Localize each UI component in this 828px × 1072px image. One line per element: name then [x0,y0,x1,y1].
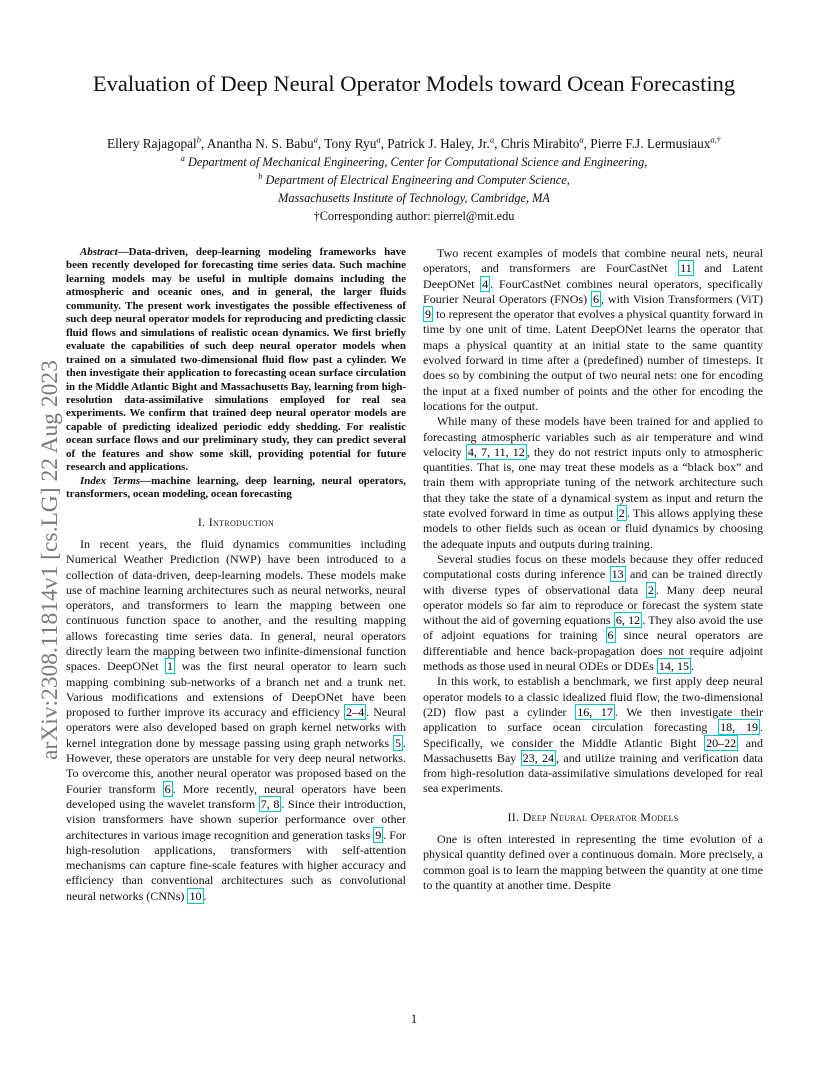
arxiv-id: arXiv:2308.11814v1 [cs.LG] 22 Aug 2023 [37,360,63,760]
citation-link[interactable]: 4, 7, 11, 12 [467,444,525,459]
intro-paragraph: In recent years, the fluid dynamics communities including Numerical Weather Prediction (NWP) have been introduced to a collection of data-driven, deep-learning models. These models make use of machine learning architectures such as neural networks, neural operators, and transformers to learn the mapping between one continuous function space to another, and the resulting mapping allows forecasting time series data. In general, neural operators directly learn the mapping between two infinite-dimensional function spaces. DeepONet 1 was the first neural operator to learn such mapping combining sub-networks of a branch net and a trunk net. Various modifications and extensions of DeepONet have been proposed to further improve its accuracy and efficiency 2–4 . Neural operators were also developed based on graph kernel networks with kernel integration done by message passing using graph networks 5 . However, these operators are unstable for very deep neural networks. To overcome this, another neural operator was proposed based on the Fourier transform 6 . More recently, neural operators have been developed using the wavelet transform 7, 8 . Since their introduction, vision transformers have shown superior performance over other architectures in various image recognition and generation tasks 9 . For high-resolution applications, transformers with self-attention mechanisms can capture fine-scale features with higher accuracy and efficiency than conventional architectures such as convolutional neural networks (CNNs) 10 . [66,536,407,903]
paragraph: Several studies focus on these models because they offer reduced computational costs during inference 13 and can be trained directly with diverse types of observational data 2 . Many deep neural operator models so far aim to reproduce or forecast the system state without the aid of governing equations 6, 12 . They also avoid the use of adjoint equations for training 6 since neural operators are differentiable and hence back-propagation does not require adjoint methods as those used in neural ODEs or DDEs 14, 15 . [423,551,764,674]
citation-link[interactable]: 14, 15 [658,659,689,674]
corresponding-author: †Corresponding author: pierrel@mit.edu [313,209,515,223]
paper-title: Evaluation of Deep Neural Operator Models toward Ocean Forecasting [92,71,736,96]
citation-link[interactable]: 10 [189,888,202,903]
citation-link[interactable]: 6 [592,291,599,306]
left-column [66,246,406,904]
citation-link[interactable]: 2 [618,506,625,521]
citation-link[interactable]: 2–4 [346,705,365,720]
paragraph: In this work, to establish a benchmark, we first apply deep neural operator models to a classic idealized fluid flow, the two-dimensional (2D) flow past a cylinder 16, 17 . We then investigate their application to surface ocean circulation forecasting 18, 19 . Specifically, we consider the Middle Atlantic Bight 20–22 and Massachusetts Bay 23, 24 , and utilize training and verification data from high-resolution data-assimilative simulations developed for real sea experiments. [423,674,764,796]
affiliation-a: $^a$ Department of Mechanical Engineering, Center for Computational Science and Engineering, [180,152,648,169]
citation-link[interactable]: 6, 12 [615,613,641,628]
section-heading-introduction: I. Introduction [197,514,275,529]
citation-link[interactable]: 9 [425,307,432,322]
citation-link[interactable]: 4 [482,276,489,291]
index-terms: Index Terms—machine learning, deep learning, neural operators, transformers, ocean modeling, ocean forecasting [66,474,407,501]
arxiv-sidebar [22,282,63,760]
citation-link[interactable]: 23, 24 [522,750,555,765]
right-column [423,246,763,893]
page-number: 1 [410,1012,418,1026]
paragraph: Two recent examples of models that combine neural nets, neural operators, and transformers are FourCastNet 11 and Latent DeepONet 4 . FourCastNet combines neural operators, specifically Fourier Neural Operators (FNOs) 6 , with Vision Transformers (ViT) 9 to represent the operator that evolves a physical quantity forward in time by one unit of time. Latent DeepONet learns the operator that maps a physical quantity at an initial state to the same quantity evolved forward in time after a (predefined) number of timesteps. It does so by combining the output of two neural nets: one for encoding the input at a fixed number of points and the other for encoding the locations for the output. [423,246,763,413]
abstract [66,246,406,502]
affiliations [0,153,828,207]
paragraph: One is often interested in representing the time evolution of a physical quantity defined over a continuous domain. More precisely, a common goal is to learn the mapping between the quantity at one time to the quantity at another time. Despite [423,831,763,892]
citation-link[interactable]: 18, 19 [720,720,758,735]
author-list: Ellery Rajagopal$^b$, Anantha N. S. Babu$^a$, Tony Ryu$^a$, Patrick J. Haley, Jr.$^a$, Chris Mirabito$^a$, Pierre F.J. Lermusiaux$^{a,\dagger}$ [106,134,721,151]
paragraph: While many of these models have been trained for and applied to forecasting atmospheric variables such as air temperature and wind velocity 4, 7, 11, 12 , they do not restrict inputs only to atmospheric quantities. That is, one may treat these models as a “black box” and train them with appropriate tuning of the network architecture such that they take the state of a dynamical system as input and return the state evolved forward in time as output 2 . This allows applying these models to other fields such as ocean or fluid dynamics by choosing the adequate inputs and outputs during training. [423,414,764,551]
citation-link[interactable]: 11 [680,261,692,276]
citation-link[interactable]: 6 [607,628,614,643]
citation-link[interactable]: 1 [167,659,174,674]
citation-link[interactable]: 13 [611,567,624,582]
citation-link[interactable]: 20–22 [706,735,737,750]
citation-link[interactable]: 6 [164,781,171,796]
affiliation-b: $^b$ Department of Electrical Engineering and Computer Science, [258,170,570,187]
institution: Massachusetts Institute of Technology, Cambridge, MA [278,191,550,205]
citation-link[interactable]: 7, 8 [260,796,280,811]
abstract-text: Abstract—Data-driven, deep-learning modeling frameworks have been recently developed for forecasting time series data. Such machine learning models may be useful in multiple domains including the atmospheric and oceanic ones, and in general, the larger fluids community. The present work investigates the possible effectiveness of such deep neural operator models for reproducing and predicting classic fluid flows and simulations of realistic ocean dynamics. We first briefly evaluate the capabilities of such deep neural operator models when trained on a simulated two-dimensional fluid flow past a cylinder. We then investigate their application to forecasting ocean surface circulation in the Middle Atlantic Bight and Massachusetts Bay, learning from high-resolution data-assimilative simulations employed for real sea experiments. We confirm that trained deep neural operator models are capable of predicting idealized periodic eddy shedding. For realistic ocean surface flows and our preliminary study, they can predict several of the features and show some skill, providing potential for future research and applications. [66,246,406,474]
section-heading-deep-neural-operator-models: II. Deep Neural Operator Models [507,809,679,824]
citation-link[interactable]: 16, 17 [577,704,613,719]
citation-link[interactable]: 2 [647,582,654,597]
citation-link[interactable]: 5 [394,735,401,750]
citation-link[interactable]: 9 [375,827,382,842]
